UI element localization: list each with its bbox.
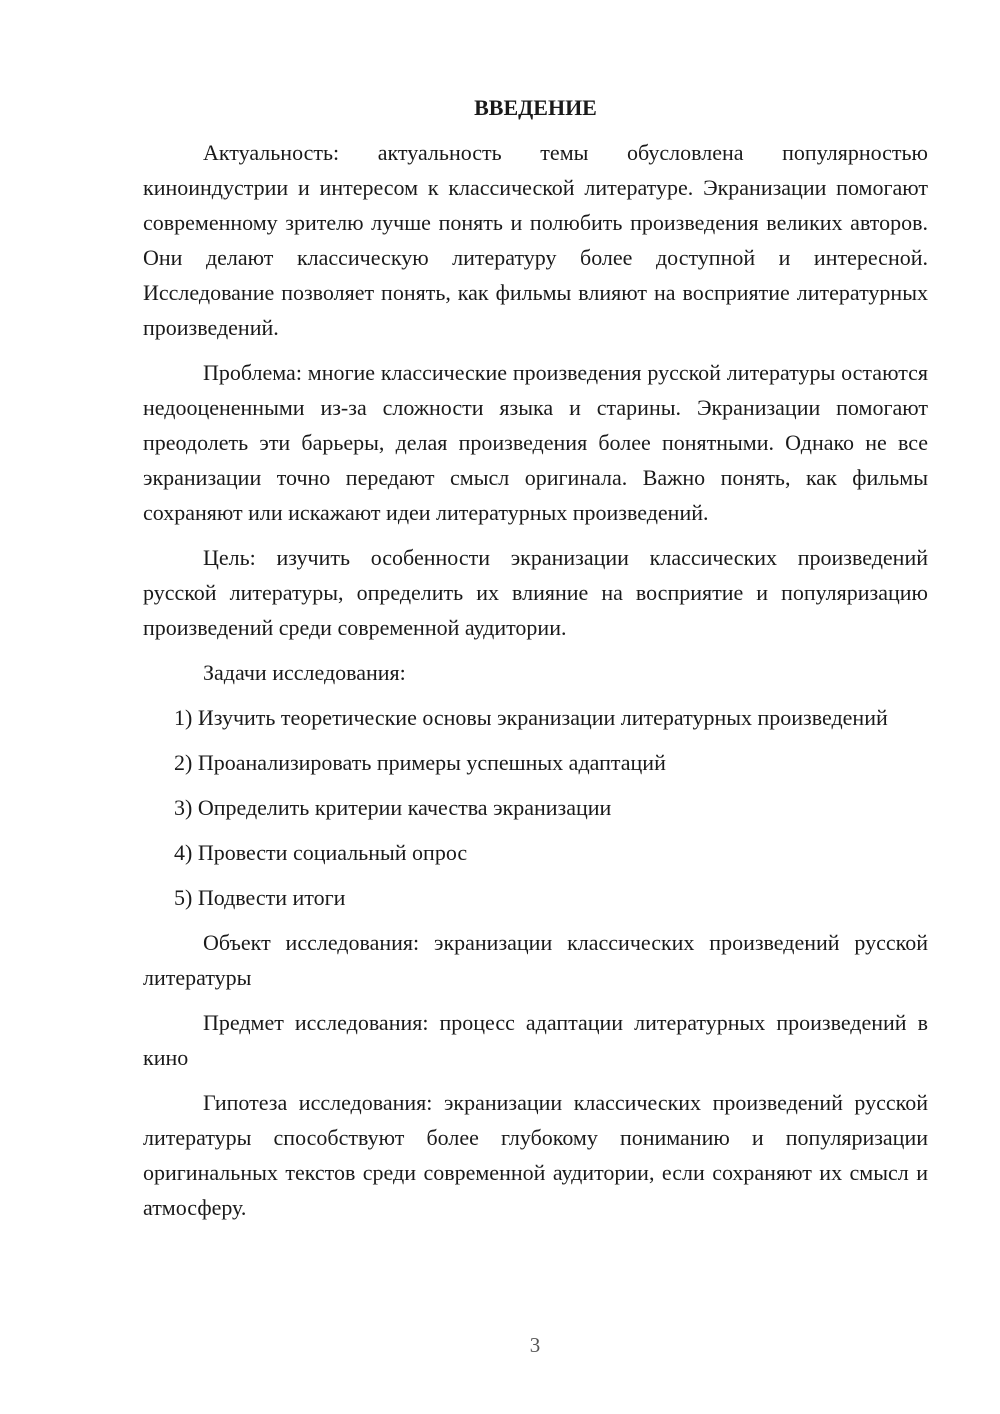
task-item-5: 5) Подвести итоги — [174, 885, 346, 910]
paragraph-relevance: Актуальность: актуальность темы обусловлена популярностью киноиндустрии и интересом к классической литературе. Экранизации помогают современному зрителю лучше понять и полюбить произведения великих авторов. Они делают классическую литературу более доступной и интересной. Исследование позволяет понять, как фильмы влияют на восприятие литературных произведений. — [143, 140, 928, 340]
section-title: ВВЕДЕНИЕ — [474, 95, 597, 120]
task-item-3: 3) Определить критерии качества экранизации — [174, 795, 612, 820]
paragraph-object: Объект исследования: экранизации классических произведений русской литературы — [143, 930, 928, 990]
page-number: 3 — [529, 1333, 541, 1357]
document-page — [143, 90, 928, 1235]
paragraph-goal: Цель: изучить особенности экранизации классических произведений русской литературы, определить их влияние на восприятие и популяризацию произведений среди современной аудитории. — [143, 545, 928, 640]
task-item-4: 4) Провести социальный опрос — [174, 840, 468, 865]
task-item-1: 1) Изучить теоретические основы экранизации литературных произведений — [174, 705, 888, 730]
paragraph-problem: Проблема: многие классические произведения русской литературы остаются недооцененными из-за сложности языка и старины. Экранизации помогают преодолеть эти барьеры, делая произведения более понятными. Однако не все экранизации точно передают смысл оригинала. Важно понять, как фильмы сохраняют или искажают идеи литературных произведений. — [143, 360, 928, 525]
paragraph-subject: Предмет исследования: процесс адаптации литературных произведений в кино — [143, 1010, 928, 1070]
paragraph-hypothesis: Гипотеза исследования: экранизации классических произведений русской литературы способствуют более глубокому пониманию и популяризации оригинальных текстов среди современной аудитории, если сохраняют их смысл и атмосферу. — [143, 1090, 928, 1220]
task-item-2: 2) Проанализировать примеры успешных адаптаций — [174, 750, 666, 775]
paragraph-tasks-heading: Задачи исследования: — [203, 660, 406, 685]
